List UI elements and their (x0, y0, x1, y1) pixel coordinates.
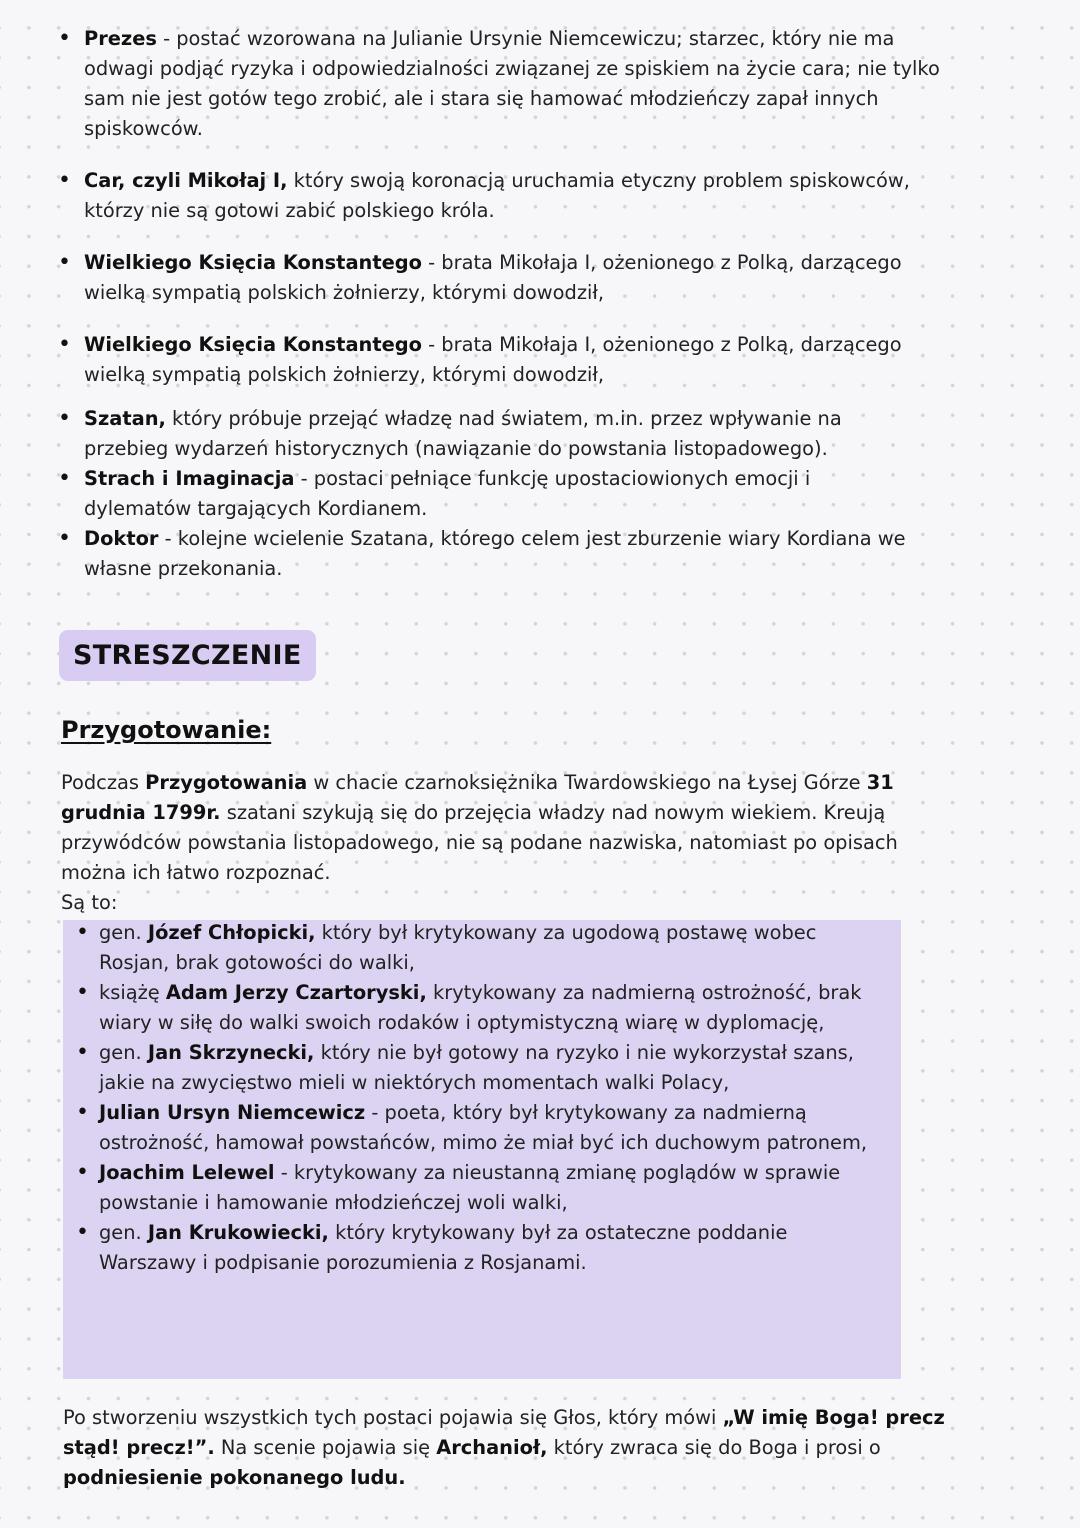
list-item (58, 166, 964, 226)
list-item (76, 918, 891, 978)
list-item (58, 330, 934, 390)
leader-name: Jan Skrzynecki, (147, 1041, 315, 1064)
character-name: Wielkiego Księcia Konstantego (84, 251, 422, 274)
leader-name: Józef Chłopicki, (147, 921, 316, 944)
list-item (58, 24, 964, 144)
list-item (58, 404, 914, 464)
list-item (76, 978, 884, 1038)
leader-title: książę (99, 981, 166, 1004)
list-item (76, 1218, 859, 1278)
leader-title: gen. (99, 1221, 148, 1244)
leader-description: który krytykowany był za ostateczne poddanie Warszawy i podpisanie porozumienia z Rosjanami. (99, 1221, 788, 1274)
character-name: Szatan, (84, 407, 166, 430)
closing-text: Na scenie pojawia się (214, 1436, 437, 1459)
character-name: Strach i Imaginacja (84, 467, 295, 490)
intro-date: 31 grudnia 1799r. (61, 771, 894, 824)
leader-description: który nie był gotowy na ryzyko i nie wykorzystał szans, jakie na zwycięstwo mieli w niektórych momentach walki Polacy, (99, 1041, 854, 1094)
list-item (58, 248, 934, 308)
leader-description: który był krytykowany za ugodową postawę wobec Rosjan, brak gotowości do walki, (99, 921, 817, 974)
intro-text: Podczas (61, 771, 146, 794)
character-description: - postaci pełniące funkcję upostaciowionych emocji i dylematów targających Kordianem. (84, 467, 811, 520)
leader-name: Jan Krukowiecki, (147, 1221, 329, 1244)
leader-title: gen. (99, 1041, 148, 1064)
closing-bold: podniesienie pokonanego ludu. (63, 1466, 406, 1489)
intro-paragraph (61, 768, 911, 918)
character-description: - brata Mikołaja I, ożenionego z Polką, darzącego wielką sympatią polskich żołnierzy, którymi dowodził, (84, 251, 902, 304)
character-name: Prezes (84, 27, 157, 50)
closing-quote: „W imię Boga! precz stąd! precz!”. (63, 1406, 945, 1459)
intro-text: w chacie czarnoksiężnika Twardowskiego na Łysej Górze (307, 771, 867, 794)
leader-name: Adam Jerzy Czartoryski, (165, 981, 427, 1004)
section-title: STRESZCZENIE (59, 630, 316, 681)
leader-description: - krytykowany za nieustanną zmianę poglądów w sprawie powstanie i hamowanie młodzieńczej woli walki, (99, 1161, 841, 1214)
leader-description: - poeta, który był krytykowany za nadmierną ostrożność, hamował powstańców, mimo że miał być ich duchowym patronem, (99, 1101, 868, 1154)
character-name: Doktor (84, 527, 159, 550)
character-description: który swoją koronacją uruchamia etyczny problem spiskowców, którzy nie są gotowi zabić polskiego króla. (84, 169, 910, 222)
closing-paragraph (63, 1403, 983, 1493)
subheading: Przygotowanie: (61, 716, 272, 744)
character-list (58, 24, 958, 584)
list-item (76, 1158, 859, 1218)
character-name: Wielkiego Księcia Konstantego (84, 333, 422, 356)
character-name: Car, czyli Mikołaj I, (84, 169, 288, 192)
leader-name: Joachim Lelewel (99, 1161, 275, 1184)
character-description: - kolejne wcielenie Szatana, którego celem jest zburzenie wiary Kordiana we własne przekonania. (84, 527, 906, 580)
closing-bold: Archanioł, (436, 1436, 548, 1459)
character-description: - postać wzorowana na Julianie Ursynie Niemcewiczu; starzec, który nie ma odwagi podjąć ryzyka i odpowiedzialności związanej ze spiskiem na życie cara; nie tylko sam nie jest gotów tego zrobić, ale i stara się hamować młodzieńczy zapał innych spiskowców. (84, 27, 940, 140)
intro-lead: Są to: (61, 891, 118, 914)
leaders-list (76, 918, 891, 1278)
list-item (76, 1098, 884, 1158)
list-item (58, 524, 954, 584)
closing-text: który zwraca się do Boga i prosi o (547, 1436, 881, 1459)
list-item (58, 464, 914, 524)
leader-title: gen. (99, 921, 148, 944)
character-description: który próbuje przejąć władzę nad światem, m.in. przez wpływanie na przebieg wydarzeń historycznych (nawiązanie do powstania listopadowego). (84, 407, 842, 460)
list-item (76, 1038, 854, 1098)
intro-text: szatani szykują się do przejęcia władzy nad nowym wiekiem. Kreują przywódców powstania listopadowego, nie są podane nazwiska, natomiast po opisach można ich łatwo rozpoznać. (61, 801, 898, 884)
leader-description: krytykowany za nadmierną ostrożność, brak wiary w siłę do walki swoich rodaków i optymistyczną wiarę w dyplomację, (99, 981, 862, 1034)
closing-text: Po stworzeniu wszystkich tych postaci pojawia się Głos, który mówi (63, 1406, 723, 1429)
intro-bold: Przygotowania (145, 771, 308, 794)
character-description: - brata Mikołaja I, ożenionego z Polką, darzącego wielką sympatią polskich żołnierzy, którymi dowodził, (84, 333, 902, 386)
leader-name: Julian Ursyn Niemcewicz (99, 1101, 366, 1124)
